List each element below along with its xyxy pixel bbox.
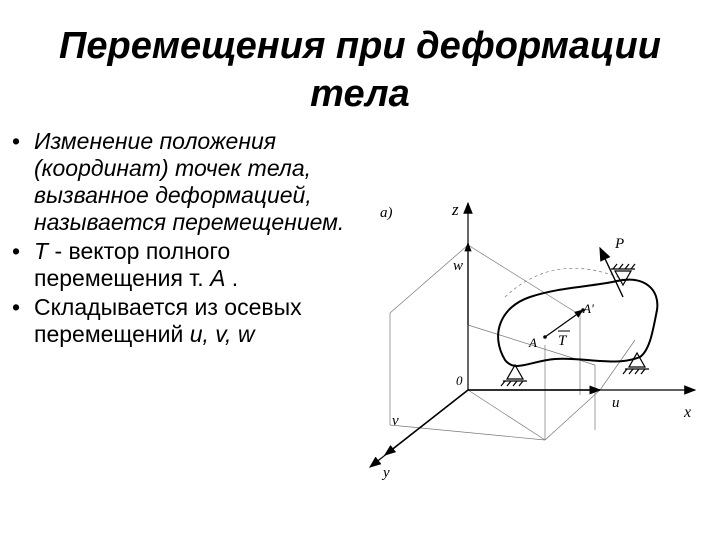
symbol-A: A [210, 265, 226, 291]
bullet-vars: u, v, w [189, 321, 255, 347]
bullet-text: - вектор полного перемещения т. [34, 238, 231, 291]
label-w: w [453, 258, 464, 274]
bullet-list [8, 128, 353, 350]
deformation-diagram [355, 185, 710, 485]
bullet-item [8, 128, 353, 236]
bullet-dot: • [12, 128, 21, 154]
bullet-dot: • [12, 238, 21, 264]
label-A: A [529, 335, 537, 350]
label-v: v [392, 413, 399, 429]
label-T: T [558, 333, 567, 349]
slide-title [0, 22, 720, 118]
deformed-body [498, 280, 657, 366]
label-P: P [615, 236, 625, 252]
label-A-prime: A' [583, 301, 594, 316]
panel-label: a) [380, 205, 393, 221]
projection-lines [390, 245, 635, 440]
bullet-text: Складывается из осевых перемещений [34, 294, 302, 347]
label-y: y [383, 465, 390, 481]
label-x: x [684, 404, 692, 421]
symbol-T: T [34, 238, 49, 264]
bullet-item [8, 238, 353, 292]
bullet-item [8, 294, 353, 348]
bullet-dot: • [12, 294, 21, 320]
label-origin: 0 [456, 373, 463, 388]
label-u: u [612, 395, 620, 411]
label-z: z [452, 200, 459, 219]
title-line-2: тела [310, 73, 410, 115]
title-line-1: Перемещения при деформации [59, 25, 661, 67]
bullet-end: . [225, 265, 239, 291]
support-right [623, 353, 649, 374]
force-P-arrow [600, 248, 623, 297]
support-left [501, 365, 527, 386]
bullet-text: Изменение положения (координат) точек тела, вызванное деформацией, называется перемещением. [34, 128, 345, 235]
point-A [543, 335, 547, 339]
